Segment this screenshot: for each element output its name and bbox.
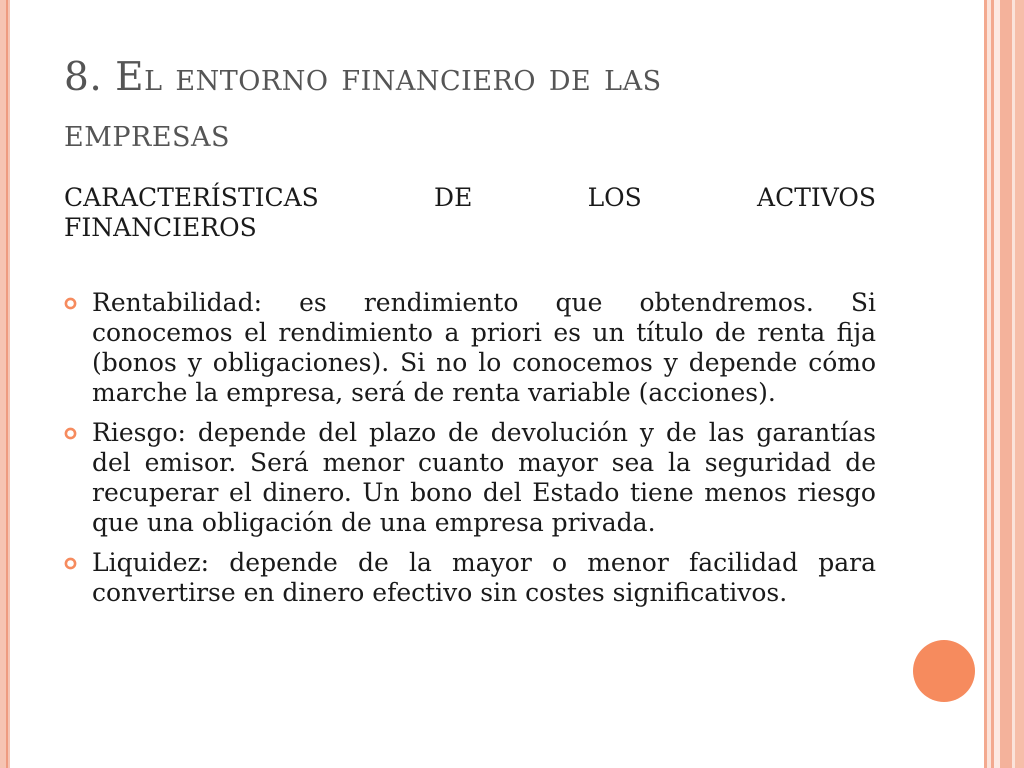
bullet-text: Riesgo: depende del plazo de devolución y de las garantías del emisor. Será menor cuanto mayor sea la seguridad de recuperar el dinero. Un bono del Estado tiene menos riesgo que una obligación de una empresa privada.	[92, 418, 876, 537]
orange-ring-bullet-icon	[64, 427, 77, 440]
section-heading: CARACTERÍSTICAS DE LOS ACTIVOS	[64, 183, 876, 212]
bullet-text: Liquidez: depende de la mayor o menor facilidad para convertirse en dinero efectivo sin costes significativos.	[92, 548, 876, 607]
slide-title: 8. El entorno financiero de las empresas	[64, 55, 662, 156]
bullet-item-liquidez	[64, 548, 876, 608]
orange-ring-bullet-icon	[64, 557, 77, 570]
bullet-text: Rentabilidad: es rendimiento que obtendremos. Si conocemos el rendimiento a priori es un título de renta fija (bonos y obligaciones). Si no lo conocemos y depende cómo marche la empresa, será de renta variable (acciones).	[92, 288, 876, 407]
right-decorative-stripes	[980, 0, 1024, 768]
bullet-item-rentabilidad	[64, 288, 876, 408]
section-heading-continued: FINANCIEROS	[64, 213, 257, 242]
decorative-orange-circle	[913, 640, 975, 702]
orange-ring-bullet-icon	[64, 297, 77, 310]
left-decorative-border	[0, 0, 10, 768]
bullet-list	[64, 288, 876, 618]
bullet-item-riesgo	[64, 418, 876, 538]
